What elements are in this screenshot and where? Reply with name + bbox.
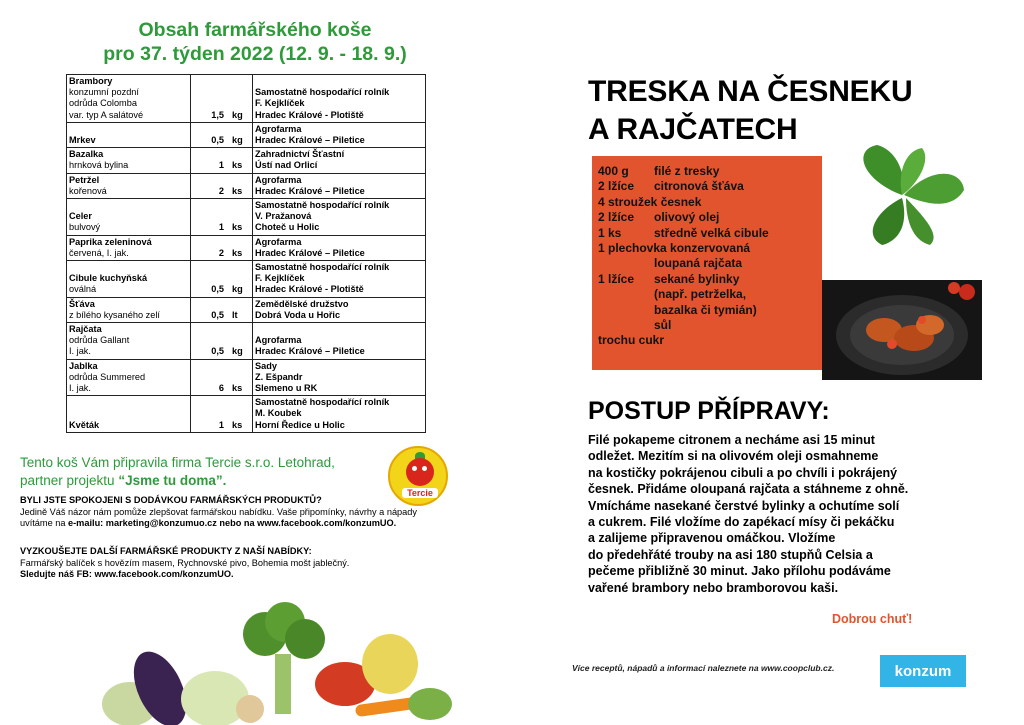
tercie-logo-word: Tercie <box>402 488 438 498</box>
supplier-line: Samostatně hospodařící rolník <box>255 87 390 98</box>
quantity-value: 2 <box>218 247 224 258</box>
supplier-line: Hradec Králové - Plotiště <box>255 284 364 295</box>
tercie-line1: Tento koš Vám připravila firma Tercie s.r.o. Letohrad, <box>20 455 335 470</box>
product-line <box>69 200 188 211</box>
quantity-value: 0,5 <box>211 346 224 357</box>
feedback-text: Jedině Váš názor nám pomůže zlepšovat farmářskou nabídku. Vaše připomínky, návrhy a nápady <box>20 506 417 517</box>
product-line <box>69 124 188 135</box>
ingredient-row <box>598 303 816 318</box>
product-line: kořenová <box>69 185 107 196</box>
supplier-line: Agrofarma <box>255 174 302 185</box>
supplier-line: Choteč u Holic <box>255 222 320 233</box>
method-line: do předehřáté trouby na asi 180 stupňů Celsia a <box>588 547 873 562</box>
supplier-cell <box>253 173 426 198</box>
table-row <box>67 261 426 298</box>
quantity-value: 1 <box>218 160 224 171</box>
closing-text: Dobrou chuť! <box>832 612 913 626</box>
product-line: odrůda Colomba <box>69 98 137 109</box>
supplier-line: Samostatně hospodařící rolník <box>255 262 390 273</box>
tomato-eye <box>422 466 427 471</box>
ingredient-row <box>598 318 816 333</box>
method-title: POSTUP PŘÍPRAVY: <box>588 397 830 425</box>
product-line: Brambory <box>69 76 113 86</box>
product-line <box>69 408 188 419</box>
product-line: z bílého kysaného zelí <box>69 309 160 320</box>
quantity-unit: ks <box>232 185 243 196</box>
product-line <box>69 262 188 273</box>
quantity-value: 1 <box>218 419 224 430</box>
supplier-cell <box>253 75 426 123</box>
basket-title: Obsah farmářského koše <box>138 19 372 41</box>
ingredient-quantity: 2 lžíce <box>598 210 635 225</box>
ingredient-row <box>598 241 816 256</box>
product-cell <box>67 75 191 123</box>
ingredient-row <box>598 226 816 241</box>
product-cell <box>67 148 191 173</box>
quantity-unit: kg <box>232 135 243 146</box>
method-line: odležet. Mezitím si na olivovém oleji osmahneme <box>588 449 879 464</box>
supplier-line: Hradec Králové – Piletice <box>255 346 365 357</box>
ingredient-name: sekané bylinky <box>654 271 740 286</box>
supplier-line: V. Pražanová <box>255 211 312 222</box>
tercie-project: “Jsme tu doma”. <box>118 473 227 488</box>
quantity-value: 1,5 <box>211 109 224 120</box>
supplier-cell <box>253 122 426 147</box>
ingredient-row <box>598 195 816 210</box>
ingredient-row <box>598 256 816 271</box>
supplier-cell <box>253 235 426 260</box>
quantity-unit: lt <box>232 309 238 320</box>
method-text <box>588 432 968 596</box>
ingredient-name <box>664 333 816 348</box>
product-line: konzumní pozdní <box>69 87 139 98</box>
supplier-line: M. Koubek <box>255 408 302 419</box>
method-line: a zalijeme připravenou omáčkou. Vložíme <box>588 531 836 546</box>
method-line: a cukrem. Filé vložíme do zapékací mísy či pekáčku <box>588 515 895 530</box>
ingredient-row <box>598 210 816 225</box>
table-row <box>67 199 426 236</box>
quantity-value: 0,5 <box>211 135 224 146</box>
product-line: odrůda Gallant <box>69 335 130 346</box>
quantity-unit: ks <box>232 160 243 171</box>
table-row <box>67 359 426 396</box>
supplier-line: Z. Ešpandr <box>255 371 303 382</box>
product-line: Bazalka <box>69 149 104 160</box>
product-line: bulvový <box>69 222 101 233</box>
ingredient-quantity <box>598 318 654 333</box>
table-row <box>67 235 426 260</box>
ingredient-quantity: 400 g <box>598 164 629 178</box>
supplier-line: Agrofarma <box>255 335 302 346</box>
table-row <box>67 75 426 123</box>
table-row <box>67 297 426 322</box>
supplier-cell <box>253 323 426 360</box>
product-line: I. jak. <box>69 346 91 357</box>
ingredient-name <box>701 195 816 210</box>
method-line: Vmícháme nasekané čerstvé bylinky a ochutíme solí <box>588 498 900 513</box>
footer-note: Více receptů, nápadů a informací naleznete na www.coopclub.cz. <box>572 663 835 673</box>
product-cell <box>67 297 191 322</box>
recipe-page <box>512 0 1024 725</box>
supplier-line: Dobrá Voda u Hořic <box>255 309 341 320</box>
supplier-line: Hradec Králové – Piletice <box>255 185 365 196</box>
quantity-cell <box>191 235 253 260</box>
product-line: I. jak. <box>69 383 91 394</box>
supplier-line: Horní Ředice u Holic <box>255 419 345 430</box>
product-line: odrůda Summered <box>69 371 146 382</box>
product-line: var. typ A salátové <box>69 109 144 120</box>
table-row <box>67 122 426 147</box>
quantity-unit: ks <box>232 419 243 430</box>
supplier-cell <box>253 199 426 236</box>
quantity-value: 0,5 <box>211 284 224 295</box>
ingredients-box <box>592 156 822 370</box>
ingredient-row <box>598 333 816 348</box>
supplier-line: Agrofarma <box>255 123 302 134</box>
product-line: Celer <box>69 211 92 222</box>
product-cell <box>67 199 191 236</box>
quantity-unit: ks <box>232 222 243 233</box>
supplier-line: Hradec Králové – Piletice <box>255 247 365 258</box>
ingredient-row <box>598 272 816 287</box>
supplier-line: Zahradnictví Šťastní <box>255 149 345 160</box>
quantity-cell <box>191 122 253 147</box>
quantity-unit: ks <box>232 383 243 394</box>
product-line: Petržel <box>69 174 100 185</box>
supplier-cell <box>253 261 426 298</box>
table-row <box>67 173 426 198</box>
table-row <box>67 396 426 433</box>
products-head: VYZKOUŠEJTE DALŠÍ FARMÁŘSKÉ PRODUKTY Z NAŠÍ NABÍDKY: <box>20 546 312 556</box>
quantity-cell <box>191 173 253 198</box>
quantity-cell <box>191 323 253 360</box>
basket-week: pro 37. týden 2022 (12. 9. - 18. 9.) <box>103 43 407 65</box>
product-line: Rajčata <box>69 324 102 335</box>
recipe-title-line2: A RAJČATECH <box>588 113 798 146</box>
product-cell <box>67 261 191 298</box>
product-line: oválná <box>69 284 97 295</box>
basket-table <box>66 74 426 433</box>
supplier-cell <box>253 359 426 396</box>
recipe-title: TRESKA NA ČESNEKU <box>588 75 913 108</box>
supplier-line: Hradec Králové - Plotiště <box>255 109 364 120</box>
products-block <box>20 546 420 581</box>
supplier-line: F. Kejklíček <box>255 273 305 284</box>
product-line: Jablka <box>69 360 98 371</box>
quantity-cell <box>191 396 253 433</box>
supplier-cell <box>253 396 426 433</box>
facebook-link: Sledujte náš FB: www.facebook.com/konzumUO. <box>20 569 234 579</box>
supplier-line: F. Kejklíček <box>255 98 305 109</box>
method-line: vařené brambory nebo bramborovou kaši. <box>588 580 839 595</box>
product-cell <box>67 323 191 360</box>
quantity-value: 0,5 <box>211 309 224 320</box>
supplier-line: Sady <box>255 360 277 371</box>
quantity-cell <box>191 199 253 236</box>
quantity-cell <box>191 261 253 298</box>
product-line: Šťáva <box>69 298 95 309</box>
ingredient-name <box>750 241 816 256</box>
method-line: česnek. Přidáme oloupaná rajčata a stáhneme z ohně. <box>588 482 909 497</box>
product-cell <box>67 235 191 260</box>
tomato-icon <box>406 458 434 486</box>
vegetables-illustration <box>100 594 460 725</box>
ingredient-name: (např. petrželka, <box>654 287 747 302</box>
feedback-email: e-mailu: marketing@konzumuo.cz nebo na www.facebook.com/konzumUO. <box>68 518 397 528</box>
product-cell <box>67 359 191 396</box>
ingredient-quantity: 2 lžíce <box>598 179 635 194</box>
ingredient-row <box>598 287 816 302</box>
ingredient-name: bazalka či tymián) <box>654 302 757 317</box>
basil-illustration <box>842 140 972 250</box>
ingredient-name: loupaná rajčata <box>654 256 743 271</box>
supplier-line: Agrofarma <box>255 236 302 247</box>
ingredient-quantity <box>598 256 654 271</box>
supplier-line: Zemědělské družstvo <box>255 298 349 309</box>
supplier-line: Ústí nad Orlicí <box>255 160 318 171</box>
method-line: pečeme přibližně 30 minut. Jako přílohu podáváme <box>588 564 891 579</box>
ingredient-quantity <box>598 287 654 302</box>
quantity-cell <box>191 359 253 396</box>
quantity-value: 1 <box>218 222 224 233</box>
product-cell <box>67 122 191 147</box>
feedback-block <box>20 495 420 530</box>
ingredient-quantity: 4 stroužek česnek <box>598 194 702 209</box>
konzum-logo: konzum <box>880 655 966 687</box>
feedback-contact <box>20 518 420 530</box>
method-line: Filé pokapeme citronem a necháme asi 15 minut <box>588 433 875 447</box>
ingredient-quantity: trochu cukr <box>598 333 665 348</box>
ingredient-quantity <box>598 303 654 318</box>
product-line: červená, I. jak. <box>69 247 129 258</box>
supplier-line: Samostatně hospodařící rolník <box>255 397 390 408</box>
ingredient-quantity: 1 plechovka konzervovaná <box>598 241 751 256</box>
ingredient-name: citronová šťáva <box>654 179 744 194</box>
ingredient-row <box>598 164 816 179</box>
ingredient-name: sůl <box>654 318 672 333</box>
tercie-line2 <box>20 472 380 490</box>
supplier-line: Samostatně hospodařící rolník <box>255 200 390 211</box>
supplier-cell <box>253 297 426 322</box>
ingredient-quantity: 1 ks <box>598 225 622 240</box>
product-cell <box>67 173 191 198</box>
supplier-line: Slemeno u RK <box>255 383 318 394</box>
quantity-unit: kg <box>232 346 243 357</box>
quantity-unit: kg <box>232 284 243 295</box>
product-cell <box>67 396 191 433</box>
quantity-value: 2 <box>218 185 224 196</box>
quantity-cell <box>191 297 253 322</box>
quantity-unit: ks <box>232 247 243 258</box>
quantity-cell <box>191 148 253 173</box>
tercie-note <box>20 454 380 490</box>
product-line: Paprika zeleninová <box>69 236 152 247</box>
table-row <box>67 148 426 173</box>
ingredient-name: filé z tresky <box>654 164 720 178</box>
tercie-line2-text: partner projektu <box>20 473 119 488</box>
quantity-cell <box>191 75 253 123</box>
method-line: na kostičky pokrájenou cibuli a po chvíli i pokrájený <box>588 465 898 480</box>
dish-photo <box>822 280 982 380</box>
quantity-unit: kg <box>232 109 243 120</box>
feedback-head: BYLI JSTE SPOKOJENI S DODÁVKOU FARMÁŘSKÝCH PRODUKTŮ? <box>20 495 322 505</box>
ingredient-row <box>598 179 816 194</box>
product-line: hrnková bylina <box>69 160 129 171</box>
table-row <box>67 323 426 360</box>
tomato-eye <box>412 466 417 471</box>
ingredient-name: středně velká cibule <box>654 225 769 240</box>
product-line: Květák <box>69 419 100 430</box>
quantity-value: 6 <box>218 383 224 394</box>
product-line: Cibule kuchyňská <box>69 273 148 284</box>
feedback-contact-pre: uvítáme na <box>20 518 69 528</box>
ingredient-quantity: 1 lžíce <box>598 271 635 286</box>
supplier-line: Hradec Králové – Piletice <box>255 135 365 146</box>
supplier-cell <box>253 148 426 173</box>
products-text: Farmářský balíček s hovězím masem, Rychnovské pivo, Bohemia mošt jablečný. <box>20 557 350 568</box>
product-line: Mrkev <box>69 135 96 146</box>
ingredient-name: olivový olej <box>654 210 720 225</box>
